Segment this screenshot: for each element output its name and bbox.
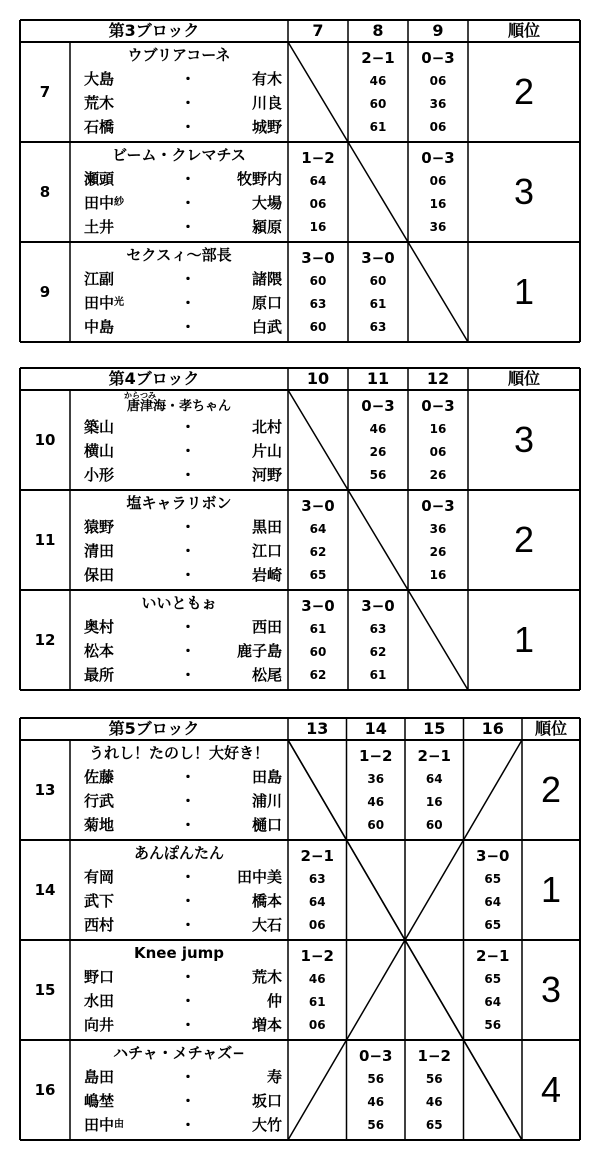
player-right: 有木 [251,69,282,88]
block-title: 第4ブロック [108,369,200,388]
team-name: あんぽんたん [133,843,224,862]
player-left [84,766,146,788]
player-right: 田島 [251,767,282,786]
player-left [84,1090,146,1112]
team-number: 8 [39,182,51,201]
player-right: 樋口 [251,815,282,834]
game-score: 62 [309,545,327,559]
player-name-suffix: 紗 [114,197,125,208]
team-name: 唐津海・孝ちゃん [126,398,231,414]
player-right: 大石 [251,915,282,934]
game-score: 65 [484,872,502,886]
game-score: 61 [309,622,327,636]
match-score: 3−0 [361,596,395,615]
game-score: 36 [367,772,385,786]
column-header: 14 [364,719,387,738]
pair-separator: ・ [180,1067,196,1086]
self-match-diagonal [464,1040,523,1140]
pair-separator: ・ [180,991,196,1010]
match-score: 3−0 [476,846,510,865]
player-right: 大場 [251,193,282,212]
pair-separator: ・ [180,617,196,636]
team-name: セクスィ〜部長 [126,245,232,264]
pair-separator: ・ [180,541,196,560]
game-score: 06 [429,120,447,134]
player-right: 牧野内 [236,169,282,188]
match-score: 0−3 [421,48,455,67]
team-number: 16 [34,1080,56,1099]
player-left [84,416,146,438]
column-header: 11 [366,369,390,388]
game-score: 26 [429,468,447,482]
match-score: 1−2 [417,1046,451,1065]
team-number: 9 [39,282,51,301]
player-right: 荒木 [251,967,282,986]
team-rank: 4 [540,1069,562,1110]
player-right: 坂口 [251,1091,282,1110]
game-score: 65 [484,972,502,986]
team-name: Knee jump [133,943,225,962]
pair-separator: ・ [180,891,196,910]
game-score: 65 [309,568,327,582]
team-rank: 2 [513,519,535,560]
match-score: 2−1 [300,846,334,865]
team-rank: 2 [540,769,562,810]
pair-separator: ・ [180,517,196,536]
player-left [84,540,146,562]
player-left [84,790,146,812]
team-rank: 1 [513,271,535,312]
game-score: 46 [367,795,385,809]
team-number: 10 [34,430,56,449]
player-right: 岩崎 [251,565,282,584]
game-score: 63 [369,622,387,636]
player-left [84,564,146,586]
game-score: 16 [429,568,447,582]
player-name-suffix: 光 [114,297,125,308]
player-name: 西村 [84,915,115,934]
match-score: 1−2 [300,946,334,965]
player-name: 江副 [84,269,115,288]
match-score: 1−2 [301,148,335,167]
block-4-table [20,368,580,690]
player-right: 仲 [266,991,282,1010]
match-score: 0−3 [421,148,455,167]
player-left [84,814,146,836]
pair-separator: ・ [180,441,196,460]
player-name: 田中 [84,1115,115,1134]
game-score: 60 [309,320,327,334]
pair-separator: ・ [180,641,196,660]
block-title: 第3ブロック [108,21,200,40]
game-score: 61 [308,995,326,1009]
game-score: 06 [429,74,447,88]
pair-separator: ・ [180,293,196,312]
column-header: 13 [306,719,329,738]
pair-separator: ・ [180,1015,196,1034]
player-left [84,92,146,114]
player-left [84,316,146,338]
pair-separator: ・ [180,815,196,834]
team-name: ビーム・クレマチス [112,145,246,164]
game-score: 62 [369,645,387,659]
self-match-diagonal [288,390,348,490]
player-name: 田中 [84,193,115,212]
player-name: 瀬頭 [84,169,115,188]
player-left [84,464,146,486]
game-score: 56 [425,1072,443,1086]
player-left [84,192,146,214]
game-score: 61 [369,297,387,311]
player-name: 最所 [84,665,115,684]
unplayed-diagonal [288,1040,347,1140]
player-left [84,1114,146,1136]
pair-separator: ・ [180,465,196,484]
team-number: 14 [34,880,56,899]
player-name: 中島 [84,317,115,336]
match-score: 3−0 [301,596,335,615]
team-name: ハチャ・メチャズ− [113,1043,245,1062]
pair-separator: ・ [180,169,196,188]
player-name-suffix: 由 [114,1119,125,1130]
team-name-ruby: からつみ [124,390,156,400]
self-match-diagonal [408,590,468,690]
game-score: 36 [429,97,447,111]
game-score: 60 [309,645,327,659]
game-score: 46 [308,972,326,986]
self-match-diagonal [348,490,408,590]
player-name: 奥村 [84,617,115,636]
game-score: 06 [429,174,447,188]
player-left [84,664,146,686]
player-name: 行武 [84,791,115,810]
game-score: 36 [429,220,447,234]
game-score: 64 [425,772,443,786]
pair-separator: ・ [180,117,196,136]
pair-separator: ・ [180,767,196,786]
player-right: 松尾 [251,665,282,684]
pair-separator: ・ [180,193,196,212]
player-left [84,216,146,238]
team-number: 11 [34,530,56,549]
team-rank: 3 [513,171,535,212]
player-name: 清田 [84,541,115,560]
game-score: 65 [484,918,502,932]
match-score: 1−2 [359,746,393,765]
player-left [84,268,146,290]
match-score: 0−3 [421,496,455,515]
pair-separator: ・ [180,1091,196,1110]
player-right: 白武 [251,317,282,336]
game-score: 06 [308,918,326,932]
pair-separator: ・ [180,1115,196,1134]
player-name: 荒木 [84,93,115,112]
player-left [84,890,146,912]
column-header: 8 [372,21,384,40]
pair-separator: ・ [180,791,196,810]
match-score: 3−0 [361,248,395,267]
pair-separator: ・ [180,665,196,684]
team-number: 13 [34,780,56,799]
player-name: 嶋埜 [84,1091,115,1110]
game-score: 16 [309,220,327,234]
player-left [84,68,146,90]
team-rank: 1 [513,619,535,660]
rank-header: 順位 [534,719,567,738]
player-left [84,990,146,1012]
column-header: 7 [312,21,324,40]
player-name: 石橋 [84,117,115,136]
match-score: 3−0 [301,248,335,267]
player-right: 潁原 [251,217,282,236]
player-left [84,516,146,538]
game-score: 64 [484,995,502,1009]
column-header: 10 [306,369,330,388]
player-left [84,1014,146,1036]
player-name: 島田 [84,1067,115,1086]
team-number: 12 [34,630,56,649]
game-score: 46 [367,1095,385,1109]
player-right: 城野 [251,117,282,136]
pair-separator: ・ [180,69,196,88]
player-right: 河野 [251,465,282,484]
player-name: 向井 [84,1015,115,1034]
player-name: 田中 [84,293,115,312]
player-right: 田中美 [236,867,282,886]
game-score: 64 [309,174,327,188]
match-score: 0−3 [361,396,395,415]
pair-separator: ・ [180,93,196,112]
game-score: 06 [429,445,447,459]
game-score: 60 [367,818,385,832]
team-number: 15 [34,980,56,999]
player-right: 橋本 [251,891,282,910]
rank-header: 順位 [507,21,540,40]
game-score: 63 [308,872,326,886]
player-right: 鹿子島 [236,641,282,660]
game-score: 36 [429,522,447,536]
game-score: 06 [309,197,327,211]
player-left [84,168,146,190]
team-rank: 2 [513,71,535,112]
game-score: 06 [308,1018,326,1032]
pair-separator: ・ [180,915,196,934]
self-match-diagonal [288,42,348,142]
team-rank: 1 [540,869,562,910]
game-score: 60 [369,274,387,288]
player-left [84,440,146,462]
self-match-diagonal [408,242,468,342]
unplayed-diagonal [464,740,523,840]
player-left [84,616,146,638]
match-score: 0−3 [421,396,455,415]
game-score: 56 [367,1118,385,1132]
game-score: 56 [484,1018,502,1032]
player-left [84,914,146,936]
player-name: 佐藤 [84,767,115,786]
game-score: 46 [369,422,387,436]
player-name: 有岡 [84,867,115,886]
game-score: 46 [369,74,387,88]
match-score: 2−1 [417,746,451,765]
player-name: 築山 [84,417,115,436]
pair-separator: ・ [180,317,196,336]
team-name: うれし！たのし！大好き！ [88,743,269,762]
game-score: 60 [309,274,327,288]
player-right: 増本 [251,1015,282,1034]
player-name: 大島 [84,69,115,88]
player-name: 武下 [84,891,115,910]
player-right: 諸隈 [251,269,282,288]
game-score: 61 [369,668,387,682]
game-score: 64 [309,522,327,536]
team-name: いいともぉ [141,593,217,612]
player-right: 北村 [251,417,282,436]
game-score: 64 [484,895,502,909]
player-name: 保田 [84,565,115,584]
pair-separator: ・ [180,565,196,584]
game-score: 60 [425,818,443,832]
player-right: 原口 [251,293,282,312]
self-match-diagonal [288,740,347,840]
player-right: 大竹 [251,1115,282,1134]
player-right: 川良 [251,93,282,112]
game-score: 16 [425,795,443,809]
team-number: 7 [39,82,51,101]
player-left [84,640,146,662]
player-name: 野口 [84,967,115,986]
player-right: 西田 [251,617,282,636]
column-header: 15 [423,719,446,738]
team-rank: 3 [540,969,562,1010]
player-name: 横山 [84,441,115,460]
pair-separator: ・ [180,269,196,288]
player-name: 水田 [84,991,115,1010]
team-name: 塩キャラリボン [126,493,232,512]
pair-separator: ・ [180,417,196,436]
game-score: 56 [367,1072,385,1086]
pair-separator: ・ [180,867,196,886]
game-score: 16 [429,197,447,211]
game-score: 56 [369,468,387,482]
player-right: 寿 [266,1067,282,1086]
player-left [84,1066,146,1088]
game-score: 46 [425,1095,443,1109]
player-name: 菊地 [84,815,115,834]
game-score: 16 [429,422,447,436]
player-right: 浦川 [251,791,282,810]
match-score: 2−1 [476,946,510,965]
player-name: 土井 [84,217,115,236]
column-header: 9 [432,21,444,40]
column-header: 12 [426,369,450,388]
match-score: 0−3 [359,1046,393,1065]
match-score: 2−1 [361,48,395,67]
game-score: 26 [369,445,387,459]
player-name: 松本 [84,641,115,660]
player-right: 江口 [251,541,282,560]
player-right: 片山 [251,441,282,460]
player-left [84,866,146,888]
rank-header: 順位 [507,369,540,388]
player-name: 猿野 [84,517,115,536]
self-match-diagonal [348,142,408,242]
player-right: 黒田 [251,517,282,536]
game-score: 60 [369,97,387,111]
team-name: ウブリアコーネ [127,45,231,64]
block-3-table [20,20,580,342]
game-score: 63 [309,297,327,311]
game-score: 26 [429,545,447,559]
player-name: 小形 [84,465,115,484]
block-title: 第5ブロック [108,719,200,738]
game-score: 63 [369,320,387,334]
game-score: 65 [425,1118,443,1132]
pair-separator: ・ [180,967,196,986]
block-5-table [20,718,580,1140]
player-left [84,116,146,138]
column-header: 16 [481,719,504,738]
team-rank: 3 [513,419,535,460]
pair-separator: ・ [180,217,196,236]
game-score: 62 [309,668,327,682]
match-score: 3−0 [301,496,335,515]
game-score: 64 [308,895,326,909]
game-score: 61 [369,120,387,134]
player-left [84,966,146,988]
player-left [84,292,146,314]
